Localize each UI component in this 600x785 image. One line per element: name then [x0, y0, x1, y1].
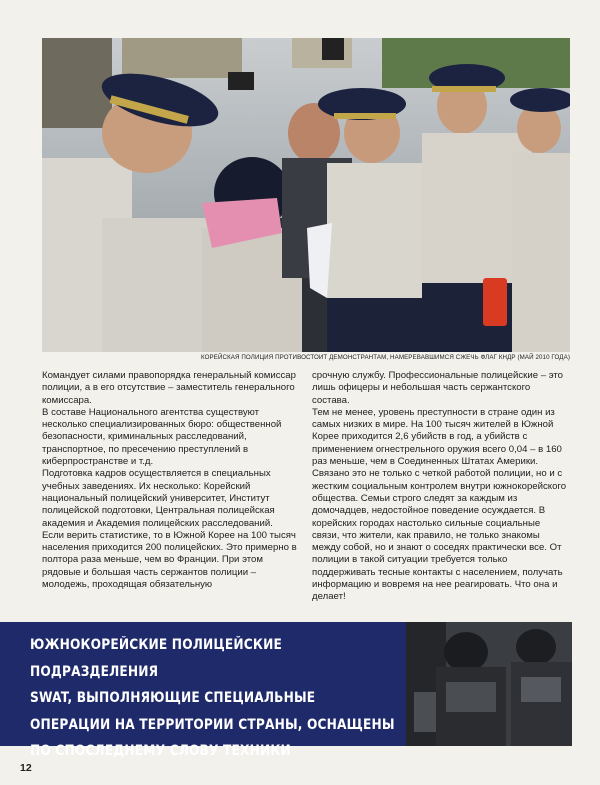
article-paragraph: срочную службу. Профессиональные полицейские – это лишь офицеры и небольшая часть сержантского состава.	[312, 370, 564, 406]
page-number: 12	[20, 762, 32, 774]
article-paragraph: Подготовка кадров осуществляется в специальных учебных заведениях. Их несколько: Корейский национальный полицейский университет, Институт полицейской подготовки, Центральная полицейская академия и Академия полицейских расследований.	[42, 468, 275, 529]
article-right-column	[312, 370, 570, 604]
swat-photo	[406, 622, 572, 746]
article-left-column	[42, 370, 300, 591]
banner-line: ЮЖНОКОРЕЙСКИЕ ПОЛИЦЕЙСКИЕ ПОДРАЗДЕЛЕНИЯ	[30, 637, 282, 680]
photo-caption: КОРЕЙСКАЯ ПОЛИЦИЯ ПРОТИВОСТОИТ ДЕМОНСТРАНТАМ, НАМЕРЕВАВШИМСЯ СЖЕЧЬ ФЛАГ КНДР (МАЙ 2010 ГОДА)	[200, 354, 570, 361]
banner-line: ОПЕРАЦИИ НА ТЕРРИТОРИИ СТРАНЫ, ОСНАЩЕНЫ	[30, 716, 395, 733]
article-paragraph: Командует силами правопорядка генеральный комиссар полиции, а в его отсутствие – заместитель генерального комиссара.	[42, 370, 296, 406]
banner-line: ПО СПОСЛЕДНЕМУ СЛОВУ ТЕХНИКИ	[30, 743, 291, 759]
police-protest-photo	[42, 38, 570, 352]
banner-line: SWAT, ВЫПОЛНЯЮЩИЕ СПЕЦИАЛЬНЫЕ	[30, 690, 316, 706]
article-paragraph: Если верить статистике, то в Южной Корее на 100 тысяч населения приходится 200 полицейских. Это примерно в полтора раза меньше, чем во Франции. При этом рядовые и большая часть сержантов полиции – молодежь, проходящая обязательную	[42, 529, 297, 591]
article-paragraph: В составе Национального агентства существуют несколько специализированных бюро: общественной безопасности, криминальных расследований, транспортное, по пресечению преступлений в киберпространстве и т.д.	[42, 406, 282, 468]
article-paragraph: Тем не менее, уровень преступности в стране один из самых низких в мире. На 100 тысяч жителей в Южной Корее приходится 2,6 убийств в год, а убийств с применением огнестрельного оружия всего 0,04 – в 160 раз меньше, чем в Соединенных Штатах Америки. Связано это не только с четкой работой полиции, но и с жестким социальным контролем внутри южнокорейского общества. Семьи строго следят за каждым из домочадцев, недостойное поведение осуждается. В корейских городах настолько сильные социальные связи, что жители, как правило, не только знакомы между собой, но и знают о соседях практически все. От полиции в такой ситуации требуется только поддерживать тесные контакты с населением, получать информацию и вовремя на нее реагировать. Что она и делает!	[312, 406, 567, 603]
swat-banner-text	[30, 632, 400, 765]
